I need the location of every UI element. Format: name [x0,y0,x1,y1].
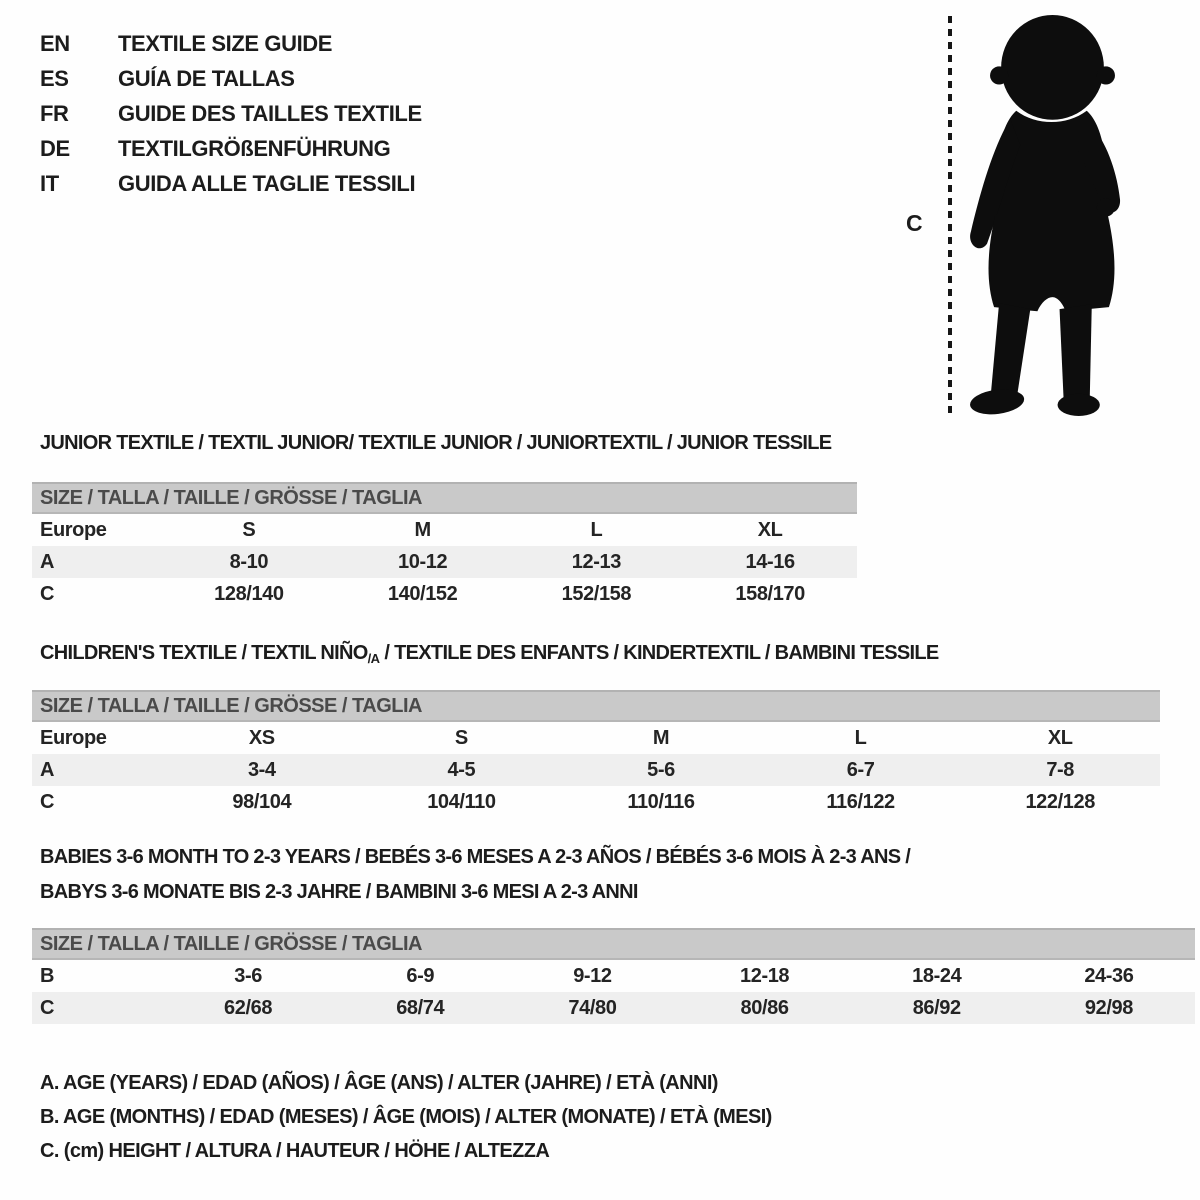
legend-line-b: B. AGE (MONTHS) / EDAD (MESES) / ÂGE (MOIS) / ALTER (MONATE) / ETÀ (MESI) [40,1106,772,1128]
legend-line-a: A. AGE (YEARS) / EDAD (AÑOS) / ÂGE (ANS) / ALTER (JAHRE) / ETÀ (ANNI) [40,1072,718,1094]
value-cell: 140/152 [387,582,458,605]
size-cell: M [652,726,670,749]
value-cell: 92/98 [1084,996,1133,1019]
baby-silhouette-icon [962,12,1142,420]
value-cell: 158/170 [735,582,805,605]
size-cell: L [854,726,867,749]
language-title: GUÍA DE TALLAS [118,65,295,91]
value-cell: 116/122 [826,790,895,813]
language-row [40,26,422,61]
size-cell: XL [1047,726,1073,749]
height-marker-label: C [906,210,923,236]
junior-section-heading: JUNIOR TEXTILE / TEXTIL JUNIOR/ TEXTILE JUNIOR / JUNIORTEXTIL / JUNIOR TESSILE [40,432,832,454]
language-row [40,131,422,166]
legend-line-c: C. (cm) HEIGHT / ALTURA / HAUTEUR / HÖHE / ALTEZZA [40,1140,550,1162]
language-row [40,166,422,201]
language-title: GUIDA ALLE TAGLIE TESSILI [118,170,416,196]
size-header-bar [32,690,1160,722]
row-label: Europe [40,726,107,749]
language-code: IT [40,170,59,196]
size-header-label: SIZE / TALLA / TAILLE / GRÖSSE / TAGLIA [40,694,422,717]
language-title: TEXTILGRÖßENFÜHRUNG [118,135,391,161]
row-label: Europe [40,518,107,541]
children-heading-sub: /A [367,651,380,666]
value-cell: 74/80 [568,996,617,1019]
value-cell: 4-5 [447,758,476,781]
size-header-bar [32,928,1195,960]
value-cell: 62/68 [224,996,273,1019]
size-header-bar [32,482,857,514]
size-cell: XS [248,726,275,749]
value-cell: 68/74 [396,996,445,1019]
size-header-label: SIZE / TALLA / TAILLE / GRÖSSE / TAGLIA [40,932,422,955]
size-cell: S [242,518,256,541]
row-label: A [40,758,55,781]
table-row-europe [32,722,1160,754]
value-cell: 3-4 [247,758,276,781]
table-row-height [32,992,1195,1024]
size-header-label: SIZE / TALLA / TAILLE / GRÖSSE / TAGLIA [40,486,422,509]
value-cell: 80/86 [740,996,789,1019]
language-code: DE [40,135,70,161]
value-cell: 14-16 [745,550,795,573]
babies-section-heading [40,840,910,910]
babies-size-table [32,928,1195,1024]
value-cell: 9-12 [573,964,612,987]
language-row [40,61,422,96]
size-cell: M [414,518,431,541]
value-cell: 128/140 [214,582,284,605]
value-cell: 5-6 [647,758,675,781]
children-heading-pre: CHILDREN'S TEXTILE / TEXTIL NIÑO [40,642,368,664]
height-measure-dashed-line [948,16,952,418]
value-cell: 10-12 [398,550,448,573]
table-row-europe [32,514,857,546]
table-row-months [32,960,1195,992]
children-size-table [32,690,1160,818]
table-row-age [32,754,1160,786]
value-cell: 7-8 [1046,758,1075,781]
value-cell: 152/158 [561,582,632,605]
babies-heading-line1: BABIES 3-6 MONTH TO 2-3 YEARS / BEBÉS 3-6 MESES A 2-3 AÑOS / BÉBÉS 3-6 MOIS À 2-3 ANS / [40,846,911,868]
row-label: C [40,790,55,813]
junior-size-table [32,482,857,610]
value-cell: 104/110 [427,790,496,813]
table-row-age [32,546,857,578]
language-title-list [40,26,422,201]
value-cell: 6-9 [406,964,435,987]
value-cell: 3-6 [234,964,262,987]
row-label: A [40,550,55,573]
row-label: C [40,996,55,1019]
value-cell: 98/104 [232,790,292,813]
value-cell: 86/92 [912,996,961,1019]
language-code: ES [40,65,69,91]
children-section-heading [40,642,939,666]
value-cell: 110/116 [627,790,695,813]
table-row-height [32,786,1160,818]
language-code: FR [40,100,69,126]
language-code: EN [40,30,70,56]
value-cell: 18-24 [912,964,962,987]
value-cell: 6-7 [846,758,875,781]
value-cell: 8-10 [229,550,269,573]
size-cell: XL [757,518,783,541]
size-cell: L [590,518,603,541]
language-title: GUIDE DES TAILLES TEXTILE [118,100,422,126]
babies-heading-line2: BABYS 3-6 MONATE BIS 2-3 JAHRE / BAMBINI 3-6 MESI A 2-3 ANNI [40,881,638,903]
size-cell: S [454,726,468,749]
value-cell: 12-13 [571,550,621,573]
row-label: C [40,582,55,605]
measurement-legend [40,1066,772,1168]
value-cell: 122/128 [1025,790,1095,813]
value-cell: 12-18 [740,964,790,987]
row-label: B [40,964,55,987]
language-row [40,96,422,131]
language-title: TEXTILE SIZE GUIDE [118,30,333,56]
children-heading-post: / TEXTILE DES ENFANTS / KINDERTEXTIL / BAMBINI TESSILE [379,642,939,664]
table-row-height [32,578,857,610]
value-cell: 24-36 [1084,964,1134,987]
